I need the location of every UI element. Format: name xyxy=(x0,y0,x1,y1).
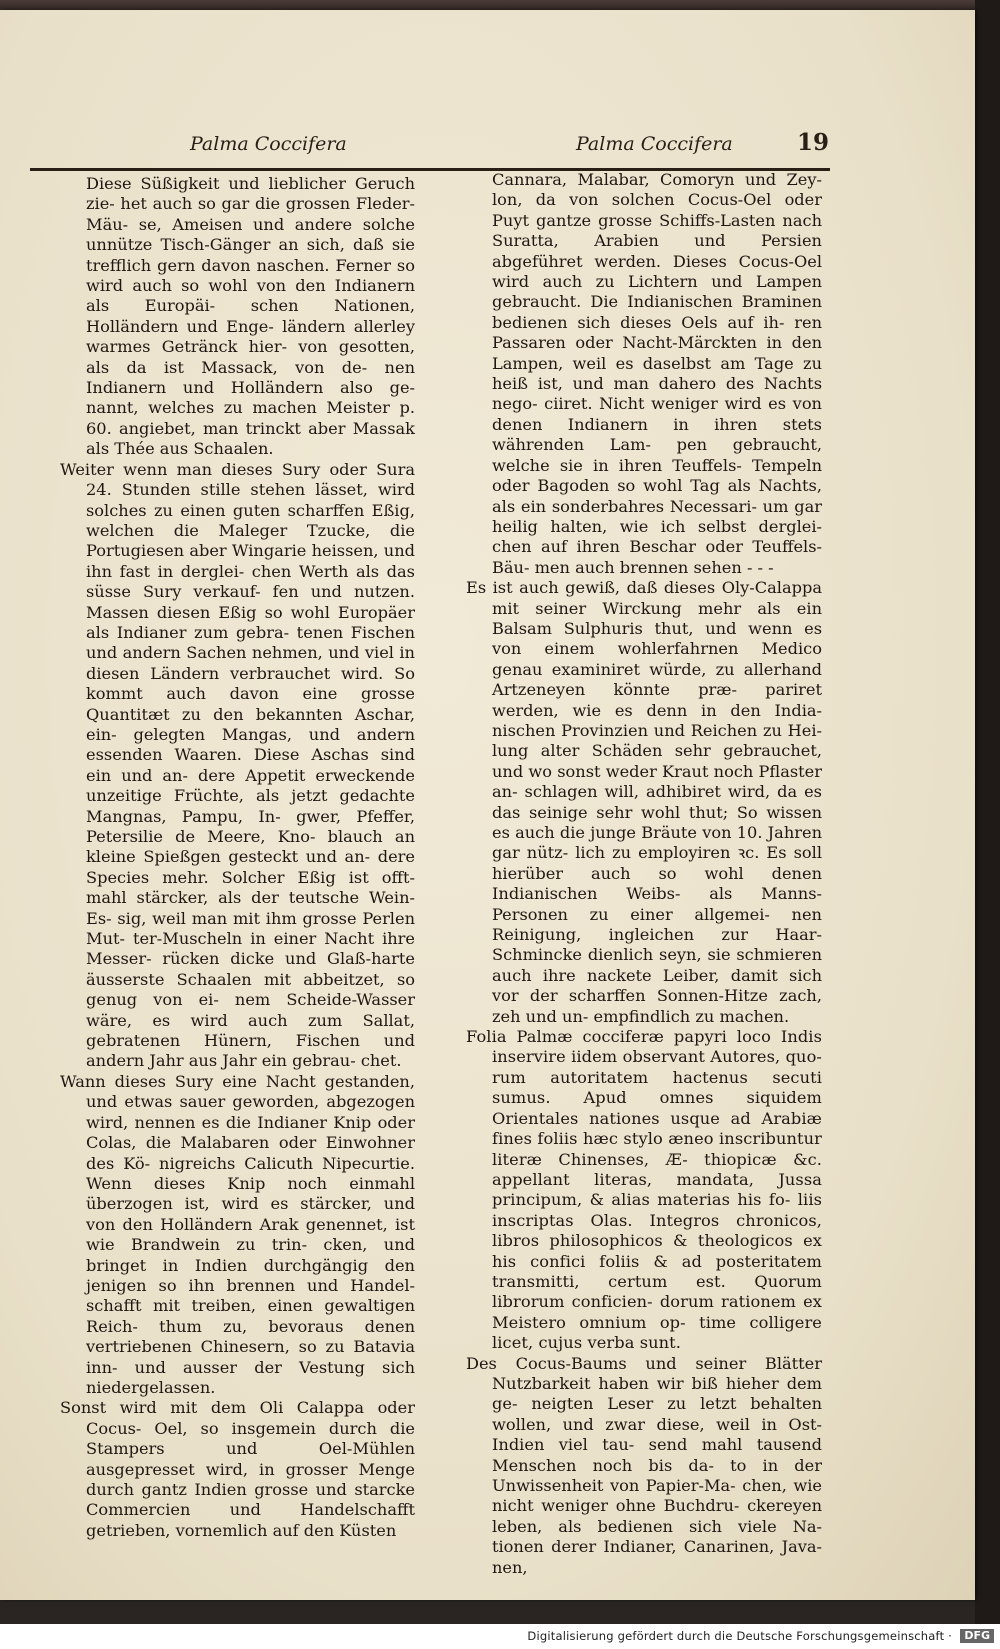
left-text-column xyxy=(60,174,415,1541)
paragraph: Es ist auch gewiß, daß dieses Oly-Calappa mit seiner Wirckung mehr als ein Balsam Sulphuris thut, und wenn es von einem wohlerfahrnen Medico genau examiniret würde, zu allerhand Artzeneyen könnte præ- pariret werden, wie es denn in den India- nischen Provinzien und Reichen zu Hei- lung alter Schäden sehr gebrauchet, und wo sonst weder Kraut noch Pflaster an- schlagen will, adhibiret wird, da es das seinige sehr wohl thut; So wissen es auch die junge Bräute von 10. Jahren gar nütz- lich zu employiren ꝛc. Es soll hierüber auch so wohl denen Indianischen Weibs- als Manns-Personen zu einer allgemei- nen Reinigung, ingleichen zur Haar- Schmincke dienlich seyn, sie schmieren auch ihre nackete Leiber, damit sich vor der scharffen Sonnen-Hitze zach, zeh und un- empfindlich zu machen. xyxy=(466,578,822,1026)
paragraph: Des Cocus-Baums und seiner Blätter Nutzbarkeit haben wir biß hieher dem ge- neigten Leser zu letzt behalten wollen, und zwar diese, weil in Ost-Indien viel tau- send mahl tausend Menschen noch bis da- to in der Unwissenheit von Papier-Ma- chen, wie nicht weniger ohne Buchdru- ckereyen leben, als bedienen sich viele Na- tionen derer Indianer, Canarinen, Java- nen, xyxy=(466,1353,822,1577)
running-header xyxy=(0,129,975,163)
dfg-logo: DFG xyxy=(960,1629,994,1643)
paragraph: Sonst wird mit dem Oli Calappa oder Cocus- Oel, so insgemein durch die Stampers und Oel-Mühlen ausgepresset wird, in grosser Menge durch gantz Indien grosse und starcke Commercien und Handelschafft getrieben, vornemlich auf den Küsten xyxy=(60,1398,415,1540)
header-left-title: Palma Coccifera xyxy=(190,133,347,155)
scan-right-edge xyxy=(975,0,1000,1649)
header-center-title: Palma Coccifera xyxy=(576,133,733,155)
paragraph: Wann dieses Sury eine Nacht gestanden, und etwas sauer geworden, abgezogen wird, nennen es die Indianer Knip oder Colas, die Malabaren oder Einwohner des Kö- nigreichs Calicuth Nipecurtie. Wenn dieses Knip noch einmahl überzogen ist, wird es stärcker, und von den Holländern Arak genennet, ist wie Brandwein zu trin- cken, und bringet in Indien durchgängig den jenigen so ihn brennen und Handel- schafft mit treiben, einen gewaltigen Reich- thum zu, bevoraus denen vertriebenen Chinesern, so zu Batavia inn- und ausser der Vestung sich niedergelassen. xyxy=(60,1071,415,1397)
digitization-footer xyxy=(0,1624,1000,1649)
paragraph: Diese Süßigkeit und lieblicher Geruch zie- het auch so gar die grossen Fleder-Mäu- se, Ameisen und andere solche unnütze Tisch-Gänger an sich, daß sie trefflich gern davon naschen. Ferner so wird auch so wohl von den Indianern als Europäi- schen Nationen, Holländern und Enge- ländern allerley warmes Getränck hier- von gesotten, als da ist Massack, von de- nen Indianern und Holländern also ge- nannt, welches zu machen Meister p. 60. angiebet, man trinckt aber Massak als Thée aus Schaalen. xyxy=(86,174,415,459)
paragraph: Weiter wenn man dieses Sury oder Sura 24. Stunden stille stehen lässet, wird solches zu einen guten scharffen Eßig, welchen die Maleger Tzucke, die Portugiesen aber Wingarie heissen, und ihn fast in derglei- chen Werth als das süsse Sury verkauf- fen und nutzen. Massen diesen Eßig so wohl Europäer als Indianer zum gebra- tenen Fischen und andern Sachen nehmen, und viel in diesen Ländern verbrauchet wird. So kommt auch davon eine grosse Quantitæt zu den bekannten Aschar, ein- gelegten Mangas, und andern essenden Waaren. Diese Aschas sind ein und an- dere Appetit erweckende unzeitige Früchte, als jetzt gedachte Mangnas, Pampu, In- gwer, Pfeffer, Petersilie de Meere, Kno- blauch an kleine Spießgen gesteckt und an- dere Species mehr. Solcher Eßig ist offt- mahl stärcker, als der teutsche Wein-Es- sig, weil man mit ihm grosse Perlen Mut- ter-Muscheln in einer Nacht ihre Messer- rücken dicke und Glaß-harte äusserste Schaalen mit abbeitzet, so genug von ei- nem Scheide-Wasser wäre, es wird auch zum Sallat, gebratenen Hünern, Fischen und andern Jahr aus Jahr ein gebrau- chet. xyxy=(60,459,415,1071)
latin-paragraph: Folia Palmæ cocciferæ papyri loco Indis inservire iidem observant Autores, quo- rum autoritatem hactenus secuti sumus. Apud omnes siquidem Orientales nationes usque ad Arabiæ fines foliis hæc stylo æneo inscribuntur literæ Chinenses, Æ- thiopicæ &c. appellant literas, mandata, Jussa principum, & alias materias his fo- liis inscriptas Olas. Integros chronicos, libros philosophicos & theologicos ex his confici foliis & ad posteritatem transmitti, certum est. Quorum librorum conficien- dorum rationem ex Meistero omnium op- time colligere licet, cujus verba sunt. xyxy=(466,1027,822,1353)
page-number: 19 xyxy=(797,129,830,156)
paragraph: Cannara, Malabar, Comoryn und Zey- lon, da von solchen Cocus-Oel oder Puyt gantze grosse Schiffs-Lasten nach Suratta, Arabien und Persien abgeführet werden. Dieses Cocus-Oel wird auch zu Lichtern und Lampen gebraucht. Die Indianischen Braminen bedienen sich dieses Oels auf ih- ren Passaren oder Nacht-Märckten in den Lampen, weil es daselbst am Tage zu heiß ist, und man dahero des Nachts nego- ciiret. Nicht weniger wird es von denen Indianern in ihren stets währenden Lam- pen gebraucht, welche sie in ihren Teuffels- Tempeln oder Bagoden so wohl Tag als Nachts, als ein sonderbahres Necessari- um gar heilig halten, wie ich selbst derglei- chen auf ihren Beschar oder Teuffels-Bäu- men auch brennen sehen - - - xyxy=(492,170,822,577)
footer-credit: Digitalisierung gefördert durch die Deutsche Forschungsgemeinschaft · xyxy=(527,1629,952,1643)
right-text-column xyxy=(466,170,822,1578)
